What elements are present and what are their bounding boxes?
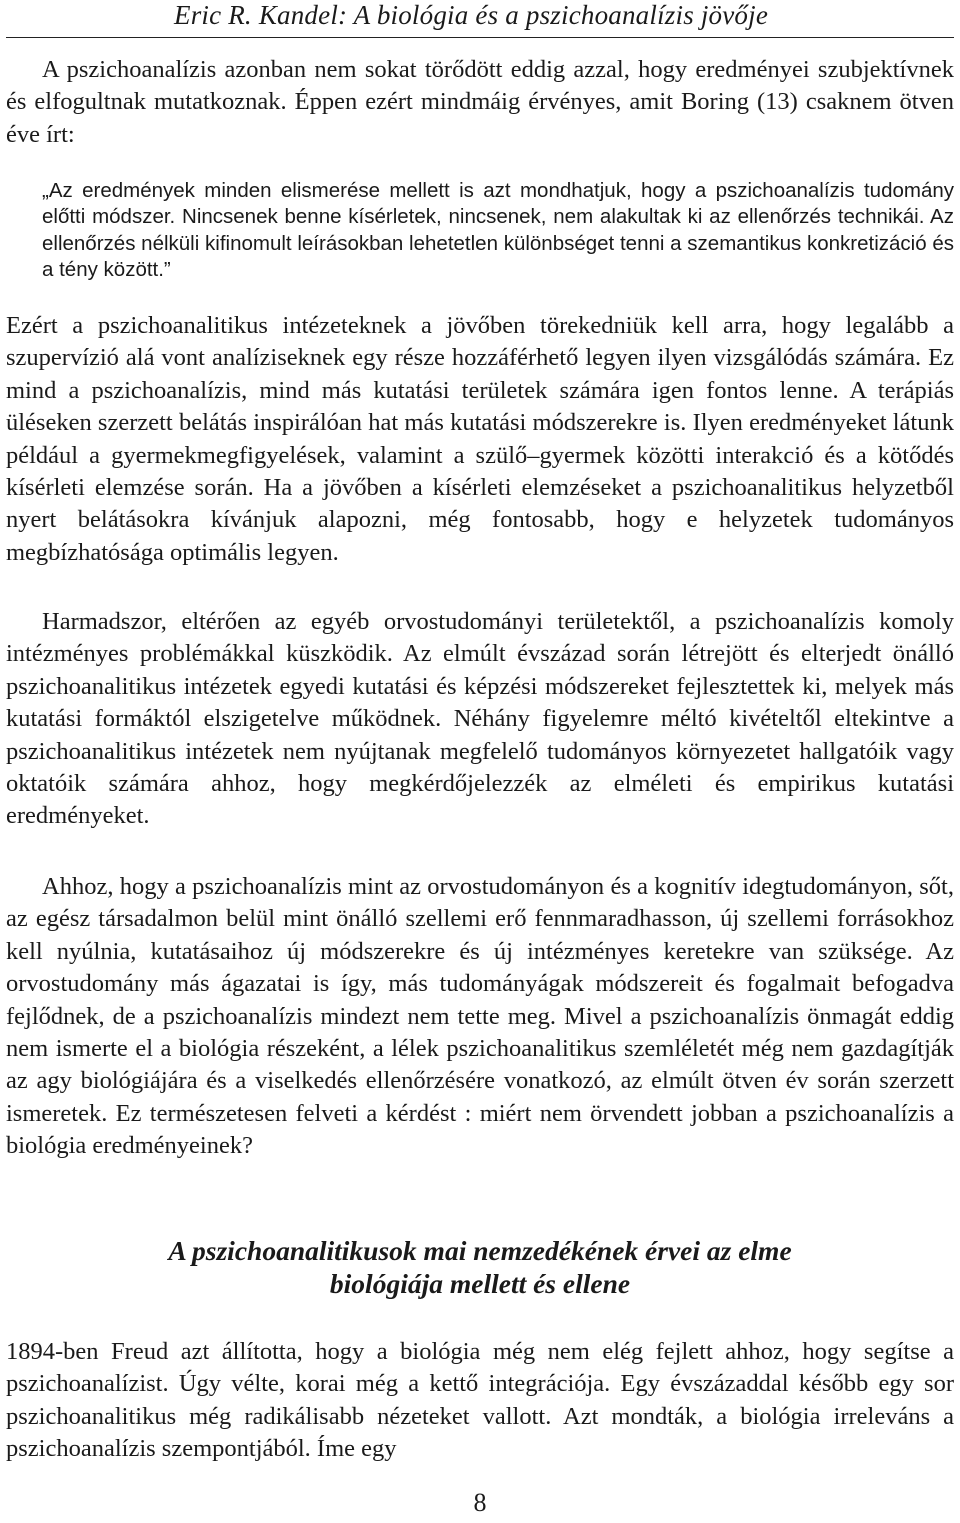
paragraph-2: Ezért a pszichoanalitikus intézeteknek a jövőben törekedniük kell arra, hogy legalább a szupervízió alá vont analíziseknek egy része hozzáférhető legyen ilyen vizsgálódás számára. Ez mind a pszichoanalízis, mind más kutatási területek számára igen fontos lenne. A terápiás üléseken szerzett belátás inspirálóan hat más kutatási módszerekre is. Ilyen eredményeket látunk például a gyermekmegfigyelések, valamint a szülő–gyermek közötti interakció és a kötődés kísérleti elemzése során. Ha a jövőben a kísérleti elemzéseket a pszichoanalitikus helyzetből nyert belátásokra kívánjuk alapozni, még fontosabb, hogy e helyzetek tudományos megbízhatósága optimális legyen. bbox=[6, 312, 954, 566]
block-quote: „Az eredmények minden elismerése mellett is azt mondhatjuk, hogy a pszichoanalízis tudomány előtti módszer. Nincsenek benne kísérletek, nincsenek, nem alakultak ki az ellenőrzés technikái. Az ellenőrzés nélküli kifinomult leírásokban lehetetlen különbséget tenni a szemantikus konkretizáció és a tény között.” bbox=[42, 179, 954, 282]
paragraph-1: A pszichoanalízis azonban nem sokat törődött eddig azzal, hogy eredményei szubjektívnek és elfogultnak mutatkoznak. Éppen ezért mindmáig érvényes, amit Boring (13) csaknem ötven éve írt: bbox=[6, 56, 954, 148]
section-heading-line-1: A pszichoanalitikusok mai nemzedékének érvei az elme bbox=[168, 1235, 792, 1266]
section-heading bbox=[6, 1234, 954, 1300]
page-number: 8 bbox=[473, 1488, 487, 1517]
paragraph-3: Harmadszor, eltérően az egyéb orvostudományi területektől, a pszichoanalízis komoly intézményes problémákkal küszködik. Az elmúlt évszázad során létrejött és elterjedt önálló pszichoanalitikus intézetek egyedi kutatási és képzési módszereket fejlesztettek ki, melyek más kutatási formáktól elszigetelve működnek. Néhány figyelemre méltó kivételtől eltekintve a pszichoanalitikus intézetek nem nyújtanak megfelelő tudományos környezetet hallgatóik vagy oktatóik számára ahhoz, hogy megkérdőjelezzék az elméleti és empirikus kutatási eredményeket. bbox=[6, 608, 954, 830]
paragraph-5: 1894-ben Freud azt állította, hogy a biológia még nem elég fejlett ahhoz, hogy segítse a pszichoanalízist. Úgy vélte, korai még a kettő integrációja. Egy évszázaddal később egy sor pszichoanalitikus még radikálisabb nézeteket vallott. Azt mondták, a biológia irreleváns a pszichoanalízis szempontjából. Íme egy bbox=[6, 1338, 954, 1463]
document-page bbox=[6, 0, 954, 1523]
paragraph-4: Ahhoz, hogy a pszichoanalízis mint az orvostudományon és a kognitív idegtudományon, sőt, az egész társadalmon belül mint önálló szellemi erő fennmaradhasson, új szellemi forrásokhoz kell nyúlnia, kutatásaihoz új módszerekre és új intézményes keretekre van szüksége. Az orvostudomány más ágazatai is így, más tudományágak módszereit és fogalmait befogadva fejlődnek, de a pszichoanalízis mindezt nem tette meg. Mivel a pszichoanalízis önmagát eddig nem ismerte el a biológia részeként, a lélek pszichoanalitikus szemléletét még nem gazdagítják az agy biológiájára és a viselkedés ellenőrzésére vonatkozó, az elmúlt ötven év során szerzett ismeretek. Ez természetesen felveti a kérdést : miért nem örvendett jobban a pszichoanalízis a biológia eredményeinek? bbox=[6, 873, 954, 1160]
section-heading-line-2: biológiája mellett és ellene bbox=[329, 1268, 631, 1299]
running-head bbox=[6, 0, 954, 38]
running-head-title: Eric R. Kandel: A biológia és a pszichoanalízis jövője bbox=[174, 0, 769, 30]
